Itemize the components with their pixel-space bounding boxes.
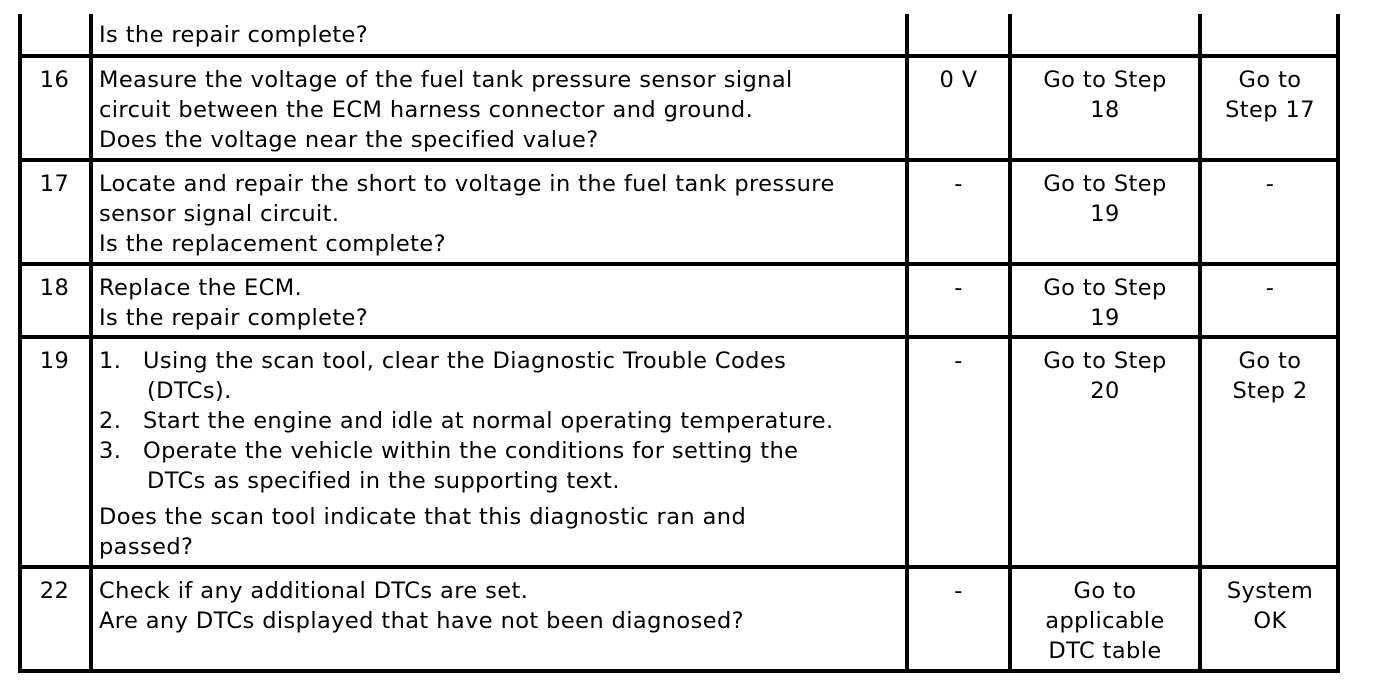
value-cell: - <box>954 275 963 301</box>
yes-cell <box>1010 0 1200 54</box>
table-border-right <box>1336 14 1340 672</box>
action-text: Does the scan tool indicate that this diagnostic ran and <box>99 504 747 530</box>
table-row <box>18 0 1340 58</box>
yes-text: applicable <box>1045 608 1165 634</box>
no-text: Go to <box>1238 67 1302 93</box>
action-cell <box>91 339 907 565</box>
no-text: - <box>1265 275 1275 301</box>
action-text: Is the replacement complete? <box>99 231 446 257</box>
action-text: Check if any additional DTCs are set. <box>99 578 529 604</box>
table-row <box>18 569 1340 673</box>
no-text: Step 2 <box>1232 378 1308 404</box>
no-cell <box>1200 339 1340 565</box>
yes-cell <box>1010 162 1200 262</box>
no-text: Go to <box>1238 348 1302 374</box>
yes-text: Go to Step <box>1043 275 1167 301</box>
no-text: OK <box>1253 608 1287 634</box>
action-text: Is the repair complete? <box>99 22 369 48</box>
list-text: Start the engine and idle at normal operating temperature. <box>143 408 834 434</box>
yes-text: Go to Step <box>1043 67 1167 93</box>
list-number: 3. <box>99 438 122 464</box>
step-cell: 22 <box>39 578 70 604</box>
column-divider <box>1008 14 1012 672</box>
table-row <box>18 58 1340 162</box>
yes-text: 20 <box>1090 378 1120 404</box>
yes-cell <box>1010 339 1200 565</box>
action-cell <box>91 58 907 158</box>
list-item <box>99 436 907 496</box>
action-text: Replace the ECM. <box>99 275 303 301</box>
action-text: Is the repair complete? <box>99 305 369 331</box>
action-cell <box>91 162 907 262</box>
list-text: Operate the vehicle within the conditions for setting the <box>143 438 799 464</box>
yes-text: Go to Step <box>1043 171 1167 197</box>
value-cell <box>907 0 1010 54</box>
no-cell <box>1200 58 1340 158</box>
list-number: 1. <box>99 348 122 374</box>
no-text: System <box>1226 578 1314 604</box>
action-text: passed? <box>99 534 194 560</box>
action-cell <box>91 569 907 669</box>
value-cell: - <box>954 578 963 604</box>
action-cell <box>91 0 907 54</box>
yes-text: Go to <box>1073 578 1137 604</box>
table-border-left <box>18 14 22 672</box>
diagnostic-table <box>18 0 1340 672</box>
action-cell <box>91 266 907 335</box>
action-text: Are any DTCs displayed that have not been diagnosed? <box>99 608 744 634</box>
list-text: (DTCs). <box>147 378 232 404</box>
yes-cell <box>1010 58 1200 158</box>
table-row <box>18 162 1340 266</box>
list-text: Using the scan tool, clear the Diagnostic Trouble Codes <box>143 348 787 374</box>
action-text: sensor signal circuit. <box>99 201 340 227</box>
no-cell <box>1200 0 1340 54</box>
yes-text: 18 <box>1090 97 1120 123</box>
list-item <box>99 406 907 436</box>
column-divider <box>89 14 93 672</box>
value-cell: - <box>954 171 963 197</box>
yes-text: 19 <box>1090 305 1120 331</box>
value-cell: 0 V <box>939 67 978 93</box>
yes-cell <box>1010 266 1200 335</box>
value-cell: - <box>954 348 963 374</box>
list-text: DTCs as specified in the supporting text. <box>147 468 620 494</box>
column-divider <box>1198 14 1202 672</box>
action-text: Does the voltage near the specified value? <box>99 127 599 153</box>
no-text: - <box>1265 171 1275 197</box>
yes-cell <box>1010 569 1200 669</box>
no-text: Step 17 <box>1225 97 1315 123</box>
step-cell <box>18 0 91 54</box>
step-cell: 19 <box>39 348 70 374</box>
column-divider <box>905 14 909 672</box>
no-cell <box>1200 162 1340 262</box>
question-block <box>99 502 907 562</box>
yes-text: DTC table <box>1048 638 1162 664</box>
list-item <box>99 346 907 406</box>
action-text: Measure the voltage of the fuel tank pressure sensor signal <box>99 67 793 93</box>
step-cell: 16 <box>39 67 70 93</box>
yes-text: 19 <box>1090 201 1120 227</box>
action-text: circuit between the ECM harness connector and ground. <box>99 97 754 123</box>
action-text: Locate and repair the short to voltage in the fuel tank pressure <box>99 171 835 197</box>
step-cell: 18 <box>39 275 70 301</box>
list-number: 2. <box>99 408 122 434</box>
table-row <box>18 266 1340 339</box>
no-cell <box>1200 569 1340 669</box>
table-row <box>18 339 1340 569</box>
no-cell <box>1200 266 1340 335</box>
yes-text: Go to Step <box>1043 348 1167 374</box>
step-cell: 17 <box>39 171 70 197</box>
